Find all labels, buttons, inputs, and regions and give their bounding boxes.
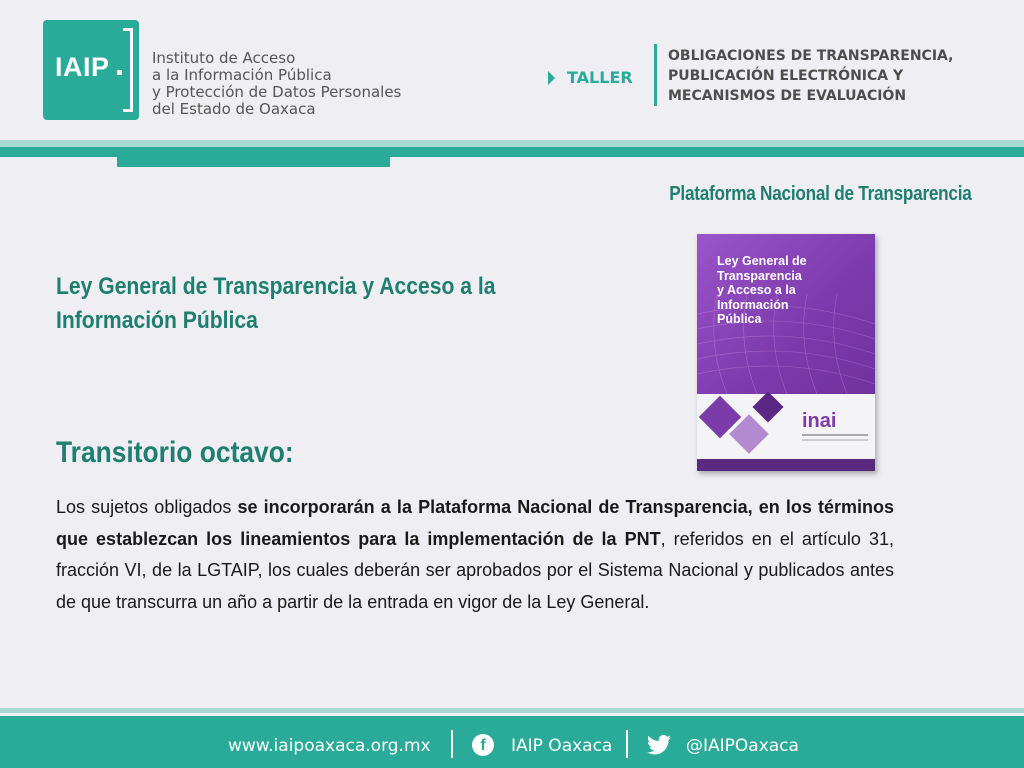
twitter-icon [647, 735, 671, 755]
header [0, 0, 1024, 140]
book-title: Ley General de Transparencia y Acceso a la Información Pública [717, 254, 807, 326]
transitorio-body: Los sujetos obligados se incorporarán a la Plataforma Nacional de Transparencia, en los términos que establezcan los lineamientos para la implementación de la PNT, referidos en el artículo 31, fracción VI, de la LGTAIP, los cuales deberán ser aprobados por el Sistema Nacional y publicados antes de que transcurra un año a partir de la entrada en vigor de la Ley General. [56, 497, 894, 612]
platform-heading: Plataforma Nacional de Transparencia [669, 183, 972, 205]
inai-logo: inai [802, 410, 837, 432]
website-link[interactable]: www.iaipoaxaca.org.mx [228, 736, 431, 756]
footer [0, 716, 1024, 768]
header-tab-stripe [117, 157, 390, 167]
facebook-link[interactable]: IAIP Oaxaca [511, 736, 613, 756]
iaip-logo [43, 20, 139, 120]
taller-title: OBLIGACIONES DE TRANSPARENCIA, PUBLICACIÓN ELECTRÓNICA Y MECANISMOS DE EVALUACIÓN [668, 48, 954, 104]
footer-divider [626, 730, 628, 758]
book-cover-image [697, 234, 875, 471]
taller-label: TALLER [548, 68, 633, 87]
header-stripe-light [0, 140, 1024, 147]
play-icon [548, 71, 555, 85]
header-divider [654, 44, 657, 106]
law-title: Ley General de Transparencia y Acceso a la Información Pública [56, 273, 496, 334]
twitter-link[interactable]: @IAIPOaxaca [686, 736, 799, 756]
footer-stripe-light [0, 708, 1024, 713]
logo-text: IAIP [55, 52, 110, 82]
logo-bracket [123, 28, 133, 112]
institute-name: Instituto de Acceso a la Información Pública y Protección de Datos Personales del Estado de Oaxaca [152, 49, 402, 118]
transitorio-heading: Transitorio octavo: [56, 436, 294, 469]
header-stripe [0, 147, 1024, 157]
facebook-icon: f [472, 734, 494, 756]
footer-divider [451, 730, 453, 758]
